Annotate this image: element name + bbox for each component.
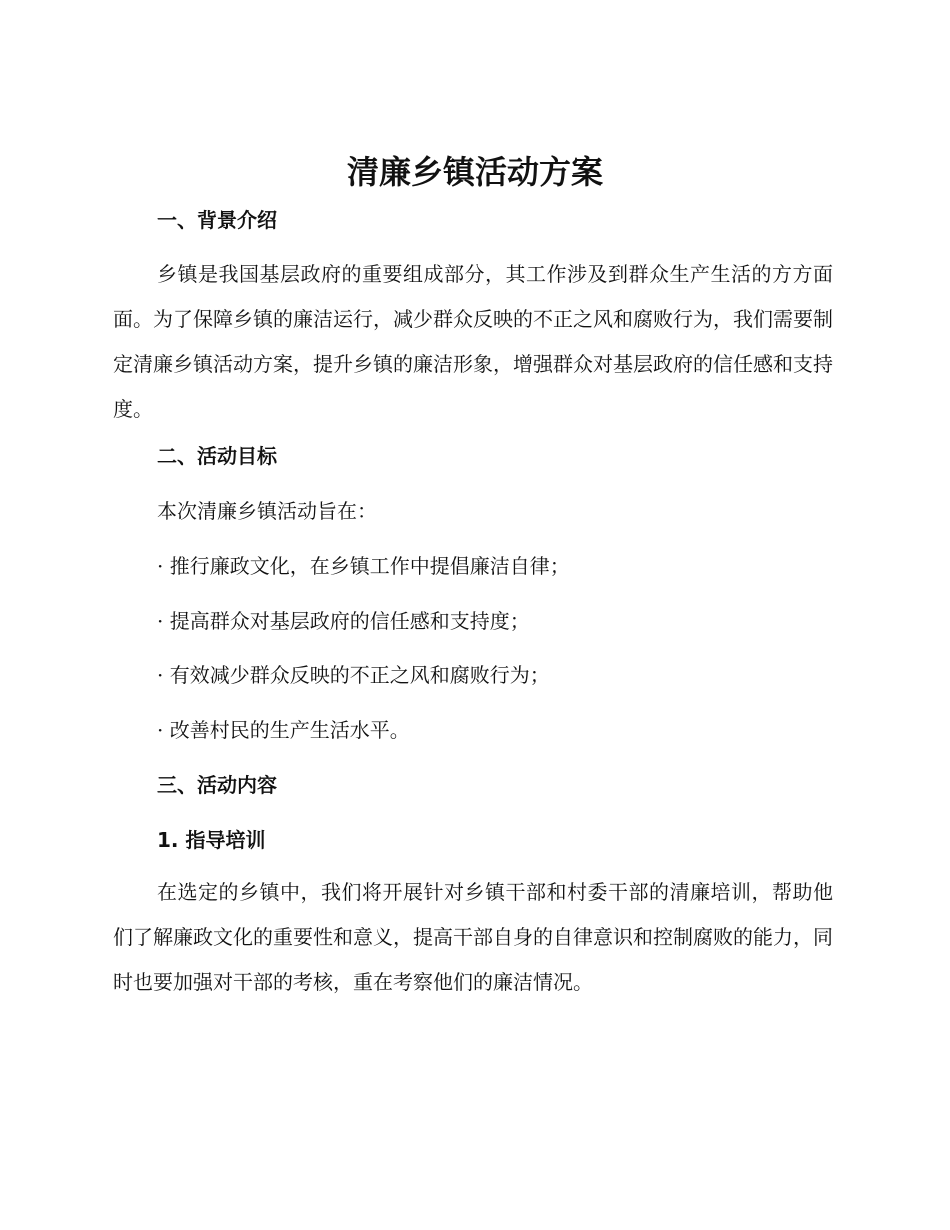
goal-bullet: · 提高群众对基层政府的信任感和支持度； bbox=[157, 609, 530, 633]
section-heading-goals: 二、活动目标 bbox=[157, 444, 277, 468]
goals-intro: 本次清廉乡镇活动旨在： bbox=[157, 499, 377, 523]
goal-bullet: · 改善村民的生产生活水平。 bbox=[157, 718, 410, 742]
background-paragraph: 乡镇是我国基层政府的重要组成部分，其工作涉及到群众生产生活的方方面面。为了保障乡镇的廉洁运行，减少群众反映的不正之风和腐败行为，我们需要制定清廉乡镇活动方案，提升乡镇的廉洁形象，增强群众对基层政府的信任感和支持度。 bbox=[113, 262, 833, 421]
subheading-training: 1. 指导培训 bbox=[157, 828, 266, 852]
document-title: 清廉乡镇活动方案 bbox=[346, 153, 603, 191]
goal-bullet: · 有效减少群众反映的不正之风和腐败行为； bbox=[157, 663, 550, 687]
section-heading-content: 三、活动内容 bbox=[157, 773, 277, 797]
section-heading-background: 一、背景介绍 bbox=[157, 208, 277, 232]
goal-bullet: · 推行廉政文化，在乡镇工作中提倡廉洁自律； bbox=[157, 554, 570, 578]
training-paragraph: 在选定的乡镇中，我们将开展针对乡镇干部和村委干部的清廉培训，帮助他们了解廉政文化的重要性和意义，提高干部自身的自律意识和控制腐败的能力，同时也要加强对干部的考核，重在考察他们的廉洁情况。 bbox=[113, 880, 833, 994]
